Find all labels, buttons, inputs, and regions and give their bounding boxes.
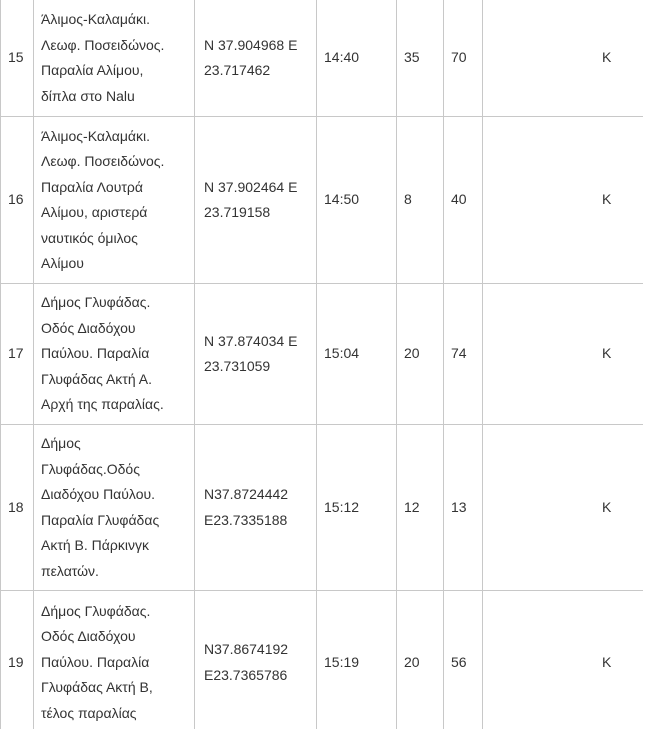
coordinates-line: E23.7335188 xyxy=(204,511,288,528)
grade-cell: K xyxy=(483,284,644,425)
location-line: Αλίμου xyxy=(41,255,84,271)
table-row xyxy=(1,425,644,591)
table-body xyxy=(1,0,644,729)
grade-cell: K xyxy=(483,117,644,284)
location-line: Παραλία Γλυφάδας xyxy=(41,511,160,528)
location-line: δίπλα στο Nalu xyxy=(41,87,135,104)
location-cell xyxy=(34,117,195,284)
coordinates-cell xyxy=(195,284,317,425)
value-b-cell: 40 xyxy=(444,117,483,284)
coordinates-line: N 37.902464 E xyxy=(204,178,298,195)
time-cell: 14:50 xyxy=(317,117,397,284)
location-line: πελατών. xyxy=(41,562,99,579)
value-b-cell: 13 xyxy=(444,425,483,591)
location-line: Παύλου. Παραλία xyxy=(41,345,150,362)
location-line: Ακτή Β. Πάρκινγκ xyxy=(41,537,149,553)
table-row xyxy=(1,117,644,284)
location-line: Λεωφ. Ποσειδώνος. xyxy=(41,36,165,53)
value-a-cell: 20 xyxy=(397,591,444,729)
grade-cell: K xyxy=(483,591,644,729)
row-number-cell: 18 xyxy=(1,425,34,591)
row-number-cell: 19 xyxy=(1,591,34,729)
coordinates-line: N37.8674192 xyxy=(204,641,289,657)
location-line: Λεωφ. Ποσειδώνος. xyxy=(41,153,165,169)
coordinates-line: 23.719158 xyxy=(204,204,271,220)
coordinates-line: 23.717462 xyxy=(204,62,271,78)
coordinates-cell xyxy=(195,117,317,284)
coordinates-line: N 37.904968 E xyxy=(204,36,298,53)
location-cell xyxy=(34,591,195,729)
value-a-cell: 8 xyxy=(397,117,444,284)
coordinates-line: N 37.874034 E xyxy=(204,332,298,349)
time-cell: 15:04 xyxy=(317,284,397,425)
value-a-cell: 20 xyxy=(397,284,444,425)
location-line: Γλυφάδας Ακτή Β, xyxy=(41,679,153,696)
location-line: Οδός Διαδόχου xyxy=(41,628,136,645)
value-b-cell: 70 xyxy=(444,0,483,117)
coordinates-line: N37.8724442 xyxy=(204,486,289,502)
grade-cell: K xyxy=(483,0,644,117)
row-number-cell: 16 xyxy=(1,117,34,284)
location-line: Παραλία Αλίμου, xyxy=(41,62,144,78)
location-line: Γλυφάδας Ακτή Α. xyxy=(41,370,152,387)
location-line: τέλος παραλίας xyxy=(41,704,137,721)
location-line: Δήμος Γλυφάδας. xyxy=(41,294,151,311)
grade-cell: K xyxy=(483,425,644,591)
location-line: Αρχή της παραλίας. xyxy=(41,396,164,413)
table-row xyxy=(1,284,644,425)
row-number-cell: 17 xyxy=(1,284,34,425)
value-b-cell: 74 xyxy=(444,284,483,425)
location-line: Παραλία Λουτρά xyxy=(41,178,143,195)
coordinates-line: 23.731059 xyxy=(204,358,271,374)
value-a-cell: 12 xyxy=(397,425,444,591)
location-line: Άλιμος-Καλαμάκι. xyxy=(41,127,151,144)
location-cell xyxy=(34,0,195,117)
location-line: Αλίμου, αριστερά xyxy=(41,204,148,220)
location-line: Δήμος Γλυφάδας. xyxy=(41,602,151,619)
table-row xyxy=(1,591,644,729)
location-line: ναυτικός όμιλος xyxy=(41,229,138,246)
time-cell: 15:12 xyxy=(317,425,397,591)
coordinates-cell xyxy=(195,425,317,591)
location-line: Άλιμος-Καλαμάκι. xyxy=(41,11,151,27)
location-line: Παύλου. Παραλία xyxy=(41,653,150,670)
location-cell xyxy=(34,425,195,591)
location-line: Οδός Διαδόχου xyxy=(41,319,136,336)
time-cell: 15:19 xyxy=(317,591,397,729)
coordinates-line: E23.7365786 xyxy=(204,666,288,683)
location-cell xyxy=(34,284,195,425)
coordinates-cell xyxy=(195,0,317,117)
value-a-cell: 35 xyxy=(397,0,444,117)
location-line: Γλυφάδας.Οδός xyxy=(41,460,140,477)
location-line: Διαδόχου Παύλου. xyxy=(41,486,156,502)
value-b-cell: 56 xyxy=(444,591,483,729)
row-number-cell: 15 xyxy=(1,0,34,117)
table-row xyxy=(1,0,644,117)
time-cell: 14:40 xyxy=(317,0,397,117)
location-line: Δήμος xyxy=(41,435,81,451)
coordinates-cell xyxy=(195,591,317,729)
